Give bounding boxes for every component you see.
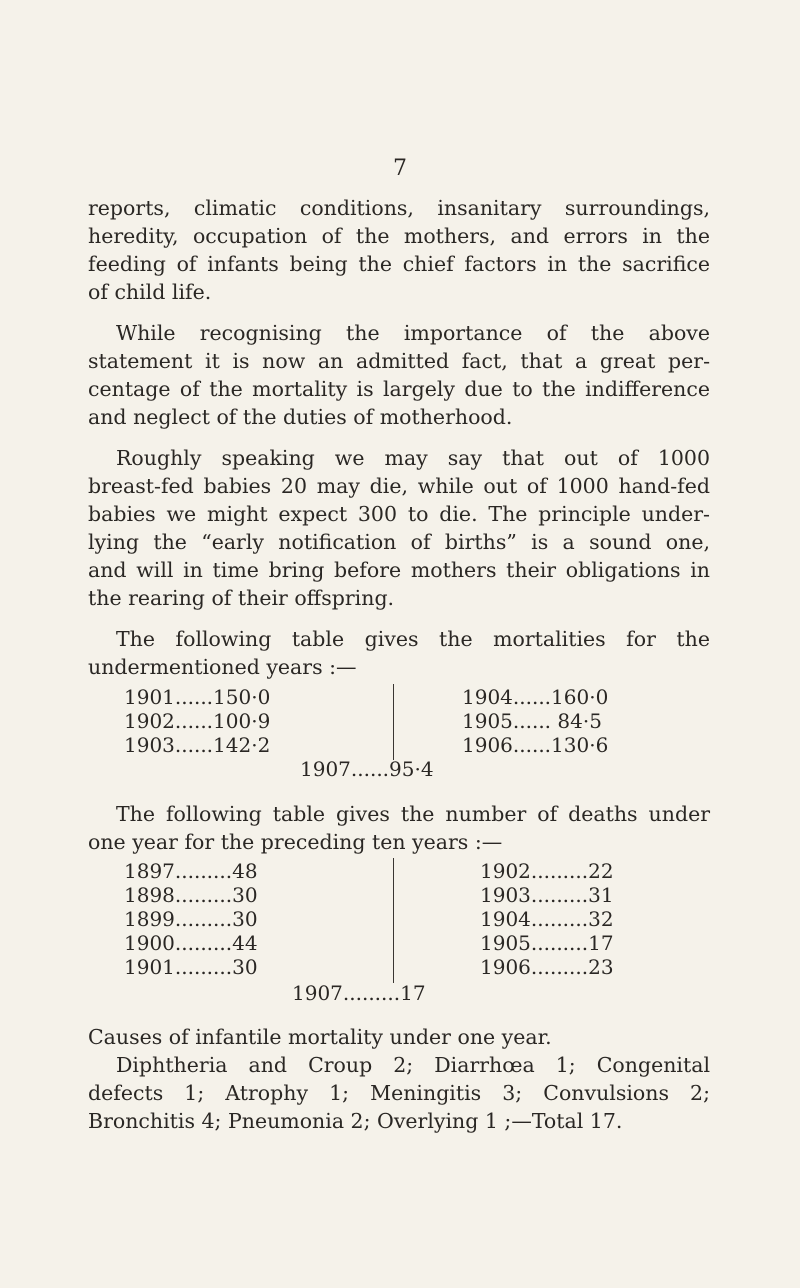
text-line: statement it is now an admitted fact, that a great per- — [88, 349, 710, 373]
table-row: 1897.........48 — [124, 859, 258, 883]
text-line: Roughly speaking we may say that out of 1000 — [116, 446, 710, 470]
table-row: 1899.........30 — [124, 907, 258, 931]
table-row: 1902.........22 — [480, 859, 614, 883]
deaths-table-left — [124, 859, 258, 979]
table-row: 1906......130·6 — [462, 733, 609, 757]
text-line: heredity, occupation of the mothers, and errors in the — [88, 224, 710, 248]
table-row: 1898.........30 — [124, 883, 258, 907]
table-row: 1905...... 84·5 — [462, 709, 602, 733]
text-line: one year for the preceding ten years :— — [88, 830, 503, 854]
text-line: Bronchitis 4; Pneumonia 2; Overlying 1 ;—Total 17. — [88, 1109, 623, 1133]
mortality-table-footer: 1907......95·4 — [300, 757, 434, 781]
text-line: Diphtheria and Croup 2; Diarrhœa 1; Congenital — [116, 1053, 710, 1077]
deaths-table-footer: 1907.........17 — [292, 981, 426, 1005]
text-line: of child life. — [88, 280, 212, 304]
text-line: undermentioned years :— — [88, 655, 357, 679]
paragraph-5 — [88, 800, 710, 856]
paragraph-1 — [88, 194, 710, 306]
paragraph-2 — [88, 319, 710, 431]
table-row: 1905.........17 — [480, 931, 614, 955]
text-line: centage of the mortality is largely due to the indifference — [88, 377, 710, 401]
table-row: 1902......100·9 — [124, 709, 271, 733]
page-number: 7 — [393, 156, 407, 181]
text-line: defects 1; Atrophy 1; Meningitis 3; Convulsions 2; — [88, 1081, 710, 1105]
table-row: 1900.........44 — [124, 931, 258, 955]
text-line: lying the “early notification of births” is a sound one, — [88, 530, 710, 554]
table-row: 1903.........31 — [480, 883, 614, 907]
text-line: The following table gives the number of deaths under — [116, 802, 710, 826]
text-line: breast-fed babies 20 may die, while out of 1000 hand-fed — [88, 474, 710, 498]
text-line: and will in time bring before mothers their obligations in — [88, 558, 710, 582]
causes-section — [88, 1023, 710, 1135]
text-line: the rearing of their offspring. — [88, 586, 395, 610]
causes-heading: Causes of infantile mortality under one year. — [88, 1025, 552, 1049]
text-line: The following table gives the mortalities for the — [116, 627, 710, 651]
table-row: 1904......160·0 — [462, 685, 609, 709]
paragraph-3 — [88, 444, 710, 612]
table-row: 1904.........32 — [480, 907, 614, 931]
table-divider — [393, 858, 394, 983]
deaths-table-right — [480, 859, 614, 979]
paragraph-4 — [88, 625, 710, 681]
mortality-table-right — [462, 685, 608, 757]
table-row: 1901......150·0 — [124, 685, 271, 709]
text-line: feeding of infants being the chief factors in the sacrifice — [88, 252, 710, 276]
table-row: 1903......142·2 — [124, 733, 271, 757]
text-line: reports, climatic conditions, insanitary surroundings, — [88, 196, 710, 220]
text-line: and neglect of the duties of motherhood. — [88, 405, 513, 429]
table-row: 1901.........30 — [124, 955, 258, 979]
mortality-table-left — [124, 685, 270, 757]
table-row: 1906.........23 — [480, 955, 614, 979]
text-line: While recognising the importance of the above — [116, 321, 710, 345]
table-divider — [393, 684, 394, 760]
text-line: babies we might expect 300 to die. The principle under- — [88, 502, 710, 526]
